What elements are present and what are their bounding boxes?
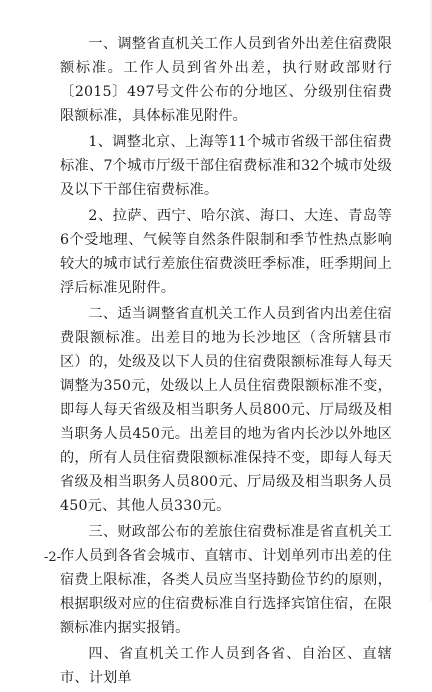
paragraph-item-4-partial: 四、省直机关工作人员到各省、自治区、直辖市、计划单	[60, 646, 392, 686]
page-number: -2-	[44, 550, 62, 565]
paragraph-item-2: 2、拉萨、西宁、哈尔滨、海口、大连、青岛等6个受地理、气候等自然条件限制和季节性热点影响较大的城市试行差旅住宿费淡旺季标准，旺季期间上浮后标准见附件。	[60, 208, 392, 296]
paragraph-standard-limits: 三、财政部公布的差旅住宿费标准是省直机关工作人员到各省会城市、直辖市、计划单列市出差的住宿费上限标准，各类人员应当坚持勤俭节约的原则，根据职级对应的住宿费标准自行选择宾馆住宿，在限额标准内据实报销。	[60, 524, 392, 636]
paragraph-adjust-in-province: 二、适当调整省直机关工作人员到省内出差住宿费限额标准。出差目的地为长沙地区（含所辖县市区）的，处级及以下人员的住宿费限额标准每人每天调整为350元，处级以上人员住宿费限额标准不变，即每人每天省级及相当职务人员800元、厅局级及相当职务人员450元。出差目的地为省内长沙以外地区的，所有人员住宿费限额标准保持不变，即每人每天省级及相当职务人员800元、厅局级及相当职务人员450元、其他人员330元。	[60, 306, 392, 514]
document-body	[60, 32, 392, 692]
paragraph-item-1: 1、调整北京、上海等11个城市省级干部住宿费标准、7个城市厅级干部住宿费标准和32个城市处级及以下干部住宿费标准。	[60, 134, 392, 198]
paragraph-adjust-out-of-province: 一、调整省直机关工作人员到省外出差住宿费限额标准。工作人员到省外出差，执行财政部财行〔2015〕497号文件公布的分地区、分级别住宿费限额标准，具体标准见附件。	[60, 36, 392, 124]
